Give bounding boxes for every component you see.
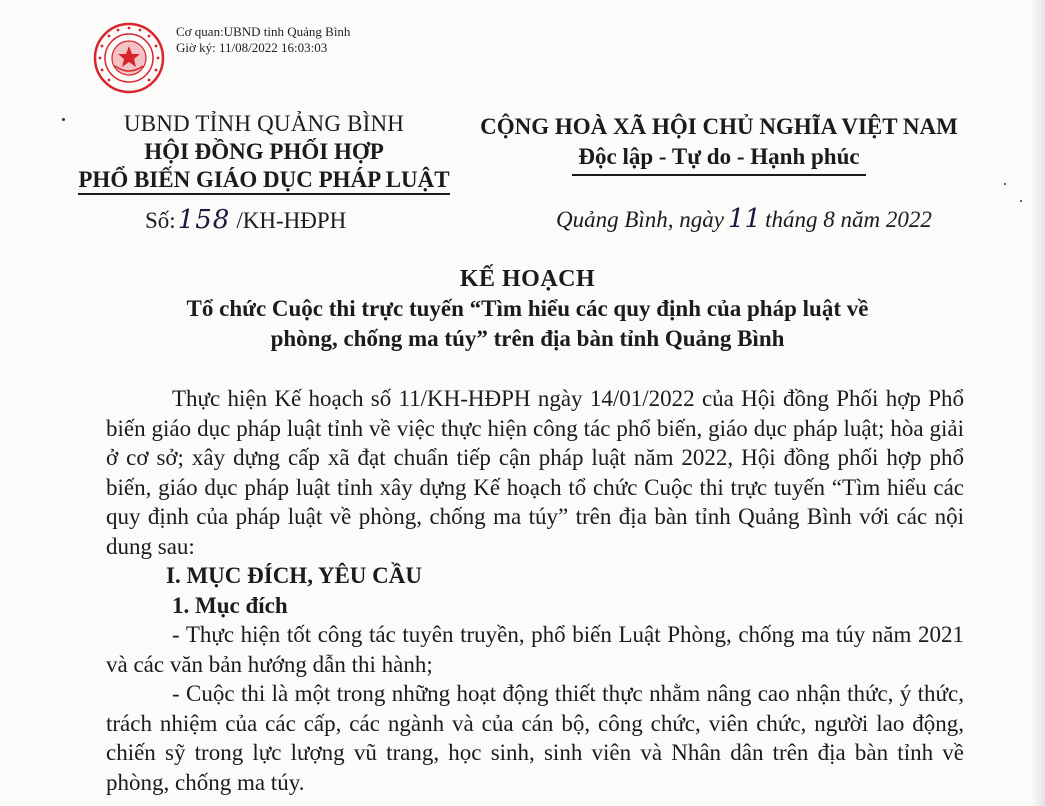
scan-speck xyxy=(1004,183,1006,185)
scan-speck xyxy=(62,118,65,121)
title-line-3: phòng, chống ma túy” trên địa bàn tỉnh Quảng Bình xyxy=(270,326,785,351)
date-suffix: tháng 8 năm 2022 xyxy=(765,207,932,232)
section-heading: I. MỤC ĐÍCH, YÊU CẦU xyxy=(166,563,422,588)
bullet-paragraph: - Thực hiện tốt công tác tuyên truyền, phổ biến Luật Phòng, chống ma túy năm 2021 và các văn bản hướng dẫn thi hành; xyxy=(106,622,964,677)
scan-speck xyxy=(1020,200,1022,202)
subsection-heading: 1. Mục đích xyxy=(172,592,288,618)
document-date xyxy=(556,204,932,234)
signature-agency: Cơ quan:UBND tỉnh Quảng Bình xyxy=(176,24,351,39)
document-number-value: 158 xyxy=(177,205,231,235)
document-number xyxy=(145,205,346,235)
national-title: CỘNG HOÀ XÃ HỘI CHỦ NGHĨA VIỆT NAM xyxy=(480,114,958,139)
document-body xyxy=(106,384,964,797)
title-line-2: Tổ chức Cuộc thi trực tuyến “Tìm hiểu các quy định của pháp luật về xyxy=(186,296,869,321)
bullet-paragraph: - Cuộc thi là một trong những hoạt động thiết thực nhằm nâng cao nhận thức, ý thức, trách nhiệm của các cấp, các ngành và của cán bộ, công chức, viên chức, người lao động, chiến sỹ trong lực lượng vũ trang, học sinh, sinh viên và Nhân dân trên địa bàn tỉnh về phòng, chống ma túy. xyxy=(106,681,964,795)
national-motto: Độc lập - Tự do - Hạnh phúc xyxy=(572,142,865,176)
document-number-suffix: /KH-HĐPH xyxy=(236,208,347,233)
state-emblem-seal-icon xyxy=(93,22,165,94)
document-title xyxy=(110,264,945,354)
date-prefix: Quảng Bình, ngày xyxy=(556,207,725,232)
scan-edge-shadow xyxy=(1031,0,1045,806)
national-header xyxy=(455,112,983,176)
issuer-council-subtitle xyxy=(78,166,450,194)
issuer-council-subtitle-text: PHỔ BIẾN GIÁO DỤC PHÁP LUẬT xyxy=(78,167,449,195)
date-day: 11 xyxy=(728,204,762,234)
document-number-label: Số: xyxy=(145,208,176,233)
intro-paragraph: Thực hiện Kế hoạch số 11/KH-HĐPH ngày 14/01/2022 của Hội đồng Phối hợp Phổ biến giáo dục pháp luật tỉnh về việc thực hiện công tác phổ biến, giáo dục pháp luật; hòa giải ở cơ sở; xây dựng cấp xã đạt chuẩn tiếp cận pháp luật năm 2022, Hội đồng phối hợp phổ biến, giáo dục pháp luật tỉnh xây dựng Kế hoạch tổ chức Cuộc thi trực tuyến “Tìm hiểu các quy định của pháp luật về phòng, chống ma túy” trên địa bàn tỉnh Quảng Bình với các nội dung sau: xyxy=(106,386,964,559)
issuer-header xyxy=(78,110,450,194)
issuer-province: UBND TỈNH QUẢNG BÌNH xyxy=(123,111,405,136)
issuer-council: HỘI ĐỒNG PHỐI HỢP xyxy=(144,139,384,164)
signature-time: Giờ ký: 11/08/2022 16:03:03 xyxy=(176,40,328,55)
title-heading: KẾ HOẠCH xyxy=(459,266,596,292)
digital-signature-info xyxy=(176,24,350,56)
